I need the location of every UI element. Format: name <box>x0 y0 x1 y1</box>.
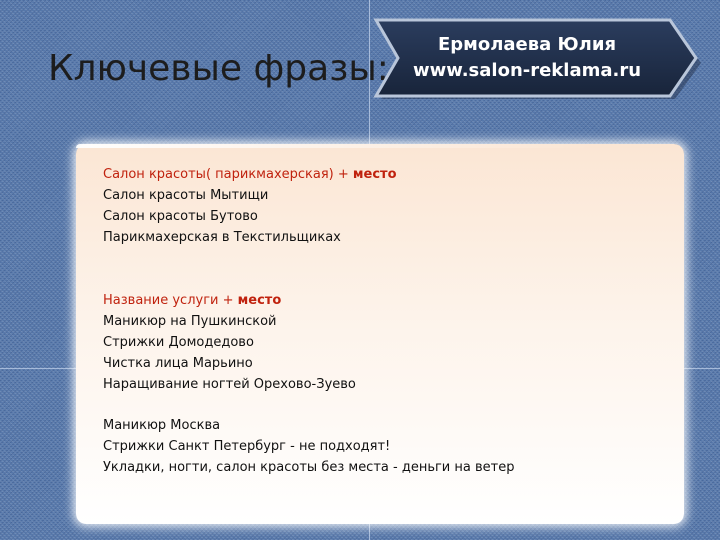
spacer <box>103 395 670 415</box>
group1-heading-accent: место <box>352 167 397 182</box>
spacer <box>103 248 670 290</box>
author-text <box>372 16 682 100</box>
bad-example-item: Стрижки Санкт Петербург - не подходят! <box>103 439 391 454</box>
author-badge <box>372 16 702 100</box>
author-website: www.salon-reklama.ru <box>412 60 642 81</box>
author-name: Ермолаева Юлия <box>437 34 617 55</box>
group2-heading-prefix: Название услуги + <box>103 293 238 308</box>
content-text <box>103 164 670 478</box>
group2-item: Наращивание ногтей Орехово-Зуево <box>103 377 356 392</box>
group2-heading-accent: место <box>237 293 282 308</box>
content-card <box>76 144 684 524</box>
group1-item: Парикмахерская в Текстильщиках <box>103 230 341 245</box>
bad-example-item: Маникюр Москва <box>103 418 221 433</box>
group1-item: Салон красоты Бутово <box>103 209 258 224</box>
slide-title: Ключевые фразы: <box>48 48 389 89</box>
group2-item: Чистка лица Марьино <box>103 356 253 371</box>
group2-heading <box>103 290 670 311</box>
group2-item: Маникюр на Пушкинской <box>103 314 277 329</box>
group2-item: Стрижки Домодедово <box>103 335 254 350</box>
group1-heading-prefix: Салон красоты( парикмахерская) + <box>103 167 353 182</box>
bad-example-item: Укладки, ногти, салон красоты без места - деньги на ветер <box>103 460 515 475</box>
group1-item: Салон красоты Мытищи <box>103 188 269 203</box>
group1-heading <box>103 164 670 185</box>
